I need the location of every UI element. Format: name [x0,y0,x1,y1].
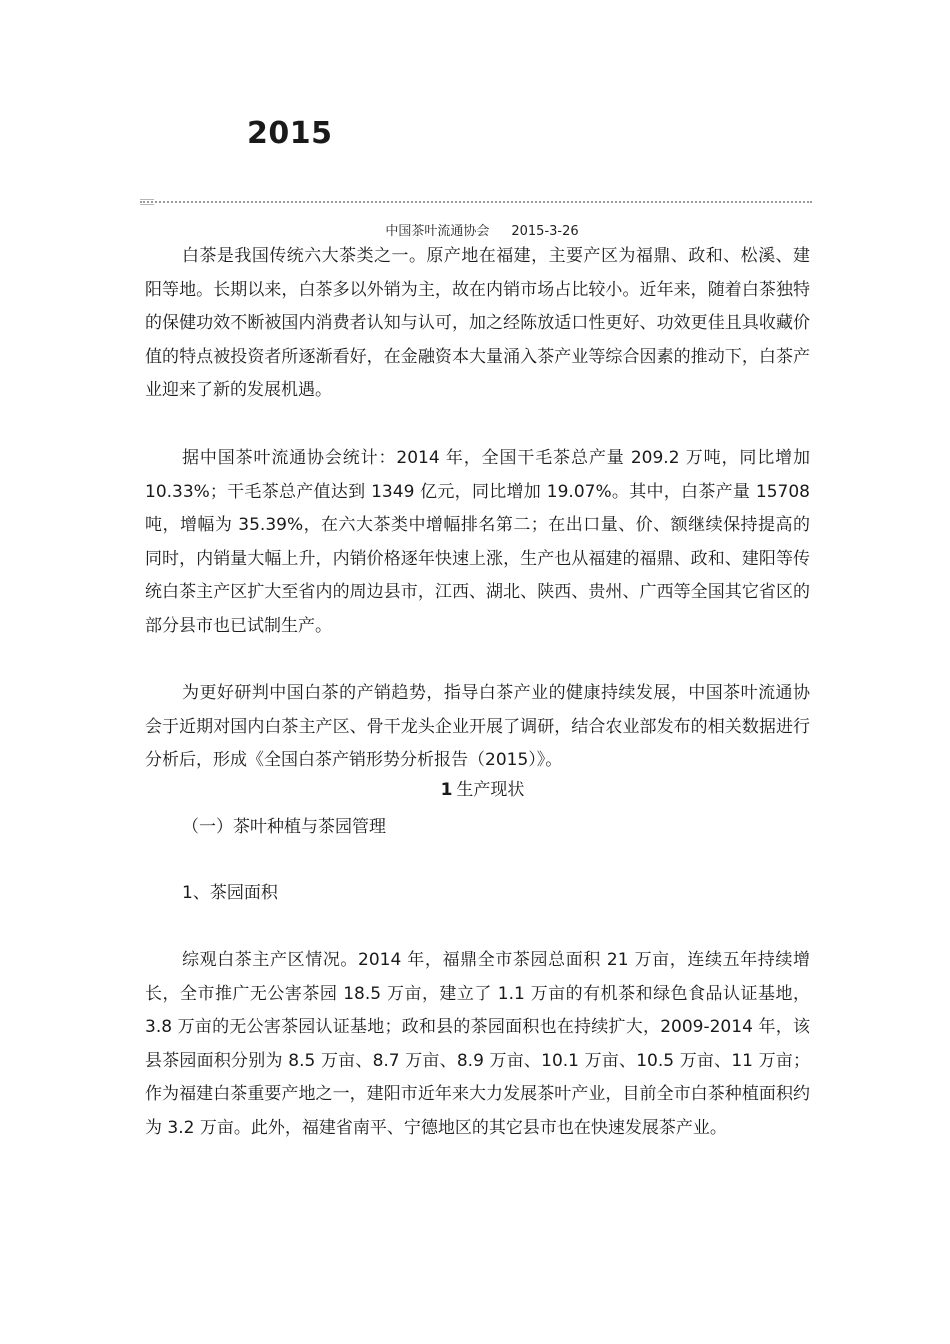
subsection-heading: （一）茶叶种植与茶园管理 [182,817,386,837]
report-purpose-paragraph: 为更好研判中国白茶的产销趋势，指导白茶产业的健康持续发展，中国茶叶流通协会于近期对国内白茶主产区、骨干龙头企业开展了调研，结合农业部发布的相关数据进行分析后，形成《全国白茶产销形势分析报告（2015）》。 [145,683,810,770]
statistics-paragraph: 据中国茶叶流通协会统计：2014 年，全国干毛茶总产量 209.2 万吨，同比增加 10.33%；干毛茶总产值达到 1349 亿元，同比增加 19.07%。其中，白茶产量 15708 吨，增幅为 35.39%，在六大茶类中增幅排名第二；在出口量、价、额继续保持提高的同时，内销量大幅上升，内销价格逐年快速上涨，生产也从福建的福鼎、政和、建阳等传统白茶主产区扩大至省内的周边县市，江西、湖北、陕西、贵州、广西等全国其它省区的部分县市也已试制生产。 [145,448,810,636]
header-divider [140,201,812,203]
intro-paragraph: 白茶是我国传统六大茶类之一。原产地在福建，主要产区为福鼎、政和、松溪、建阳等地。长期以来，白茶多以外销为主，故在内销市场占比较小。近年来，随着白茶独特的保健功效不断被国内消费者认知与认可，加之经陈放适口性更好、功效更佳且具收藏价值的特点被投资者所逐渐看好，在金融资本大量涌入茶产业等综合因素的推动下，白茶产业迎来了新的发展机遇。 [145,246,810,400]
section-heading [0,775,950,805]
byline-date: 2015-3-26 [511,224,579,239]
tea-garden-area-paragraph: 综观白茶主产区情况。2014 年，福鼎全市茶园总面积 21 万亩，连续五年持续增长，全市推广无公害茶园 18.5 万亩，建立了 1.1 万亩的有机茶和绿色食品认证基地，3.8 万亩的无公害茶园认证基地；政和县的茶园面积也在持续扩大，2009-2014 年，该县茶园面积分别为 8.5 万亩、8.7 万亩、8.9 万亩、10.1 万亩、10.5 万亩、11 万亩；作为福建白茶重要产地之一，建阳市近年来大力发展茶叶产业，目前全市白茶种植面积约为 3.2 万亩。此外，福建省南平、宁德地区的其它县市也在快速发展茶产业。 [145,950,810,1138]
section-number: 1 [440,780,453,800]
byline [0,220,950,239]
item-heading: 1、茶园面积 [182,883,278,903]
byline-org: 中国茶叶流通协会 [385,224,490,239]
document-title: 2015 [247,116,333,151]
section-title: 生产现状 [456,780,525,800]
